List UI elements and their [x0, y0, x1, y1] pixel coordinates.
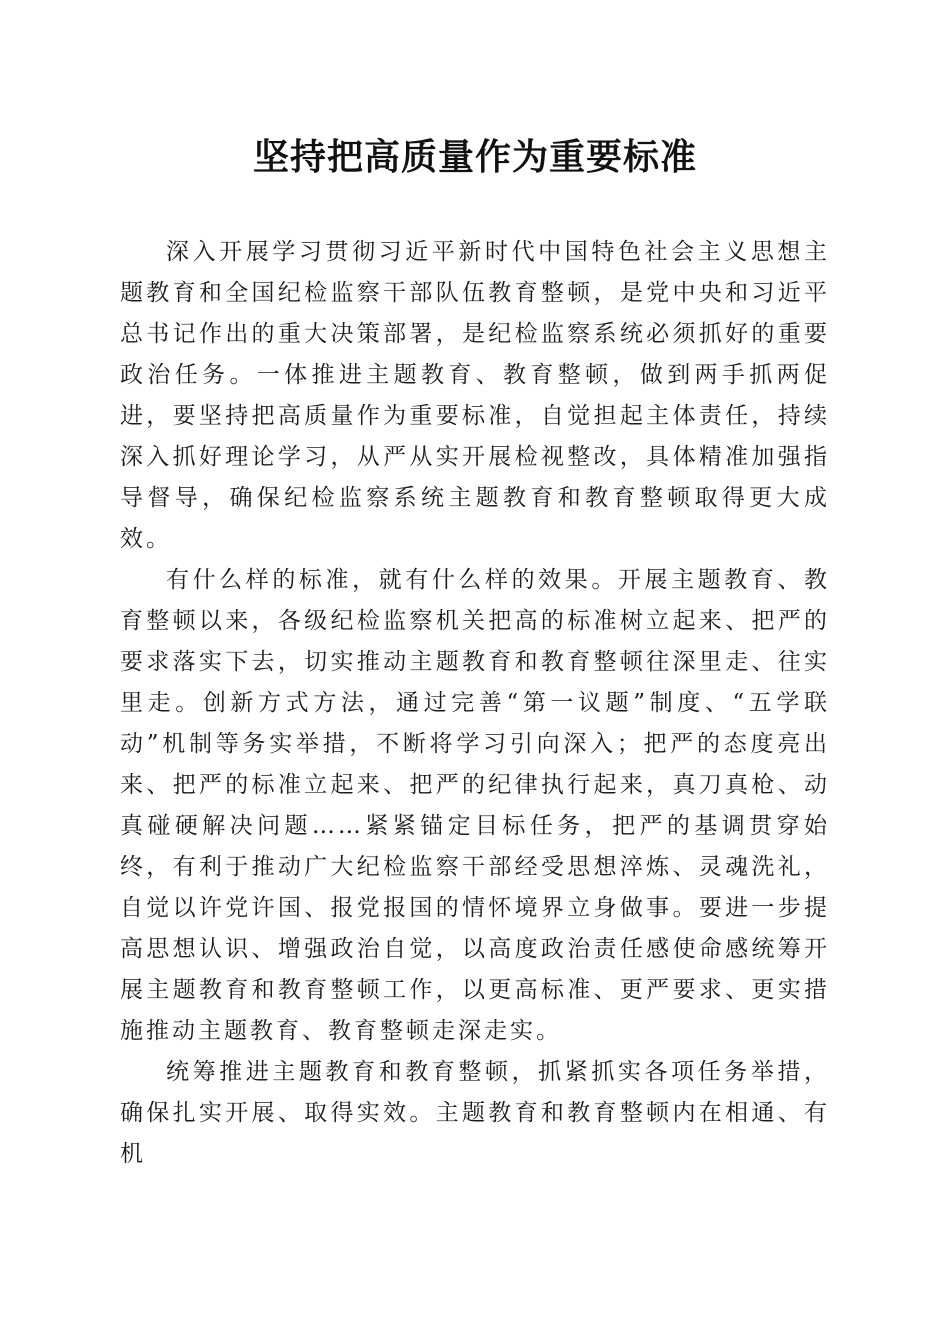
paragraph-2: 有什么样的标准，就有什么样的效果。开展主题教育、教育整顿以来，各级纪检监察机关把高的标准树立起来、把严的要求落实下去，切实推动主题教育和教育整顿往深里走、往实里走。创新方式方法，通过完善“第一议题”制度、“五学联动”机制等务实举措，不断将学习引向深入；把严的态度亮出来、把严的标准立起来、把严的纪律执行起来，真刀真枪、动真碰硬解决问题……紧紧锚定目标任务，把严的基调贯穿始终，有利于推动广大纪检监察干部经受思想淬炼、灵魂洗礼，自觉以许党许国、报党报国的情怀境界立身做事。要进一步提高思想认识、增强政治自觉，以高度政治责任感使命感统筹开展主题教育和教育整顿工作，以更高标准、更严要求、更实措施推动主题教育、教育整顿走深走实。	[120, 567, 830, 1044]
document-body	[120, 232, 830, 1175]
paragraph-3: 统筹推进主题教育和教育整顿，抓紧抓实各项任务举措，确保扎实开展、取得实效。主题教育和教育整顿内在相通、有机	[120, 1059, 830, 1167]
document-title: 坚持把高质量作为重要标准	[252, 136, 697, 178]
paragraph-1: 深入开展学习贯彻习近平新时代中国特色社会主义思想主题教育和全国纪检监察干部队伍教育整顿，是党中央和习近平总书记作出的重大决策部署，是纪检监察系统必须抓好的重要政治任务。一体推进主题教育、教育整顿，做到两手抓两促进，要坚持把高质量作为重要标准，自觉担起主体责任，持续深入抓好理论学习，从严从实开展检视整改，具体精准加强指导督导，确保纪检监察系统主题教育和教育整顿取得更大成效。	[120, 239, 830, 552]
